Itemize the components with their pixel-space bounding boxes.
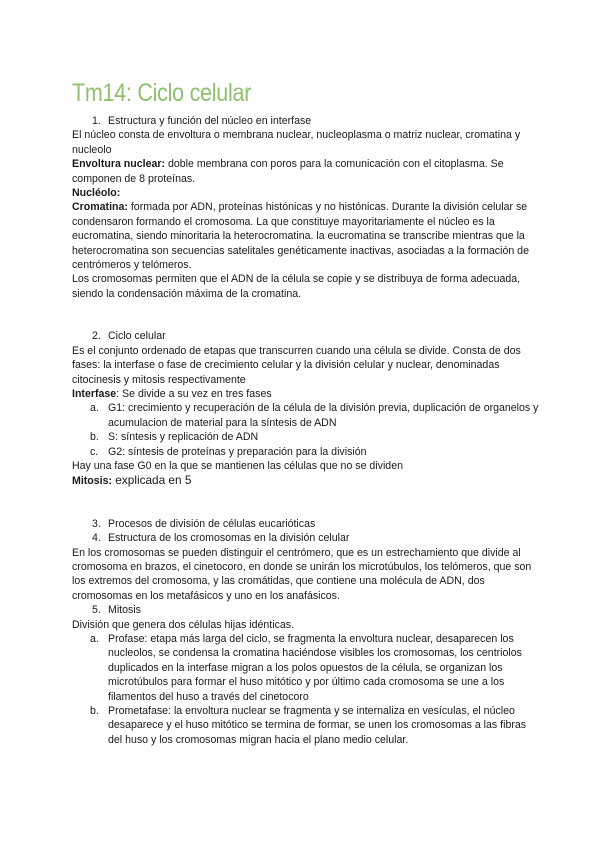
- document-body: [72, 114, 540, 747]
- mitosis-text: explicada en 5: [112, 473, 192, 488]
- envoltura-text: doble membrana con poros para la comunicación con el citoplasma. Se componen de 8 proteínas.: [72, 158, 504, 185]
- section-4-text: En los cromosomas se pueden distinguir el centrómero, que es un estrechamiento que divide al cromosoma en brazos, el cinetocoro, en donde se unirán los microtúbulos, los telómeros, que son los extremos del cromosoma, y las cromátidas, que contiene una molécula de ADN, dos cromosomas en los metafásicos y uno en los anafásicos.: [72, 546, 532, 602]
- section-5-title: Mitosis: [108, 604, 141, 617]
- section-1-number: 1.: [92, 115, 101, 127]
- nucleolo-label: Nucléolo:: [72, 187, 121, 200]
- section-4-title: Estructura de los cromosomas en la división celular: [108, 532, 350, 545]
- list-item-text: Profase: etapa más larga del ciclo, se fragmenta la envoltura nuclear, desaparecen los nucleolos, se condensa la cromatina haciéndose visibles los cromosomas, los centriolos duplicados en la interfase migran a los polos opuestos de la célula, se organizan los microtúbulos para formar el huso mitótico y por último cada cromosoma se une a los filamentos del huso a través del cinetocoro: [108, 633, 522, 703]
- list-marker: a.: [90, 402, 99, 415]
- mitosis-label: Mitosis: [72, 475, 109, 488]
- cromatina-text: formada por ADN, proteínas histónicas y no histónicas. Durante la división celular se condensaron formando el cromosoma. La que constituye mayoritariamente el núcleo es la eucromatina, siendo minoritaria la heterocromatina. la eucromatina se transcribe mientras que la heterocromatina son secuencias satelitales genéticamente inactivas, asociadas a la formación de centrómeros y telómeros.: [72, 201, 529, 272]
- section-2-number: 2.: [92, 330, 101, 343]
- interfase-paragraph: [72, 387, 540, 401]
- mitosis-colon: :: [108, 475, 113, 488]
- section-2-title: Ciclo celular: [108, 330, 166, 343]
- section-4-heading: [72, 531, 540, 545]
- list-item: [72, 632, 540, 704]
- list-item-text: G1: crecimiento y recuperación de la célula de la división previa, duplicación de organelos y acumulacion de material para la síntesis de ADN: [108, 402, 539, 429]
- g0-paragraph: Hay una fase G0 en la que se mantienen las células que no se dividen: [72, 459, 403, 472]
- spacer: [72, 301, 540, 329]
- section-3-heading: [72, 517, 540, 531]
- envoltura-label: Envoltura nuclear:: [72, 158, 166, 171]
- mitosis-phase-list: [72, 632, 540, 747]
- section-2-heading: [72, 329, 540, 343]
- page-title: Tm14: Ciclo celular: [72, 79, 252, 107]
- interfase-label: Interfase: [72, 387, 117, 400]
- envoltura-paragraph: [72, 157, 540, 186]
- section-1-intro: El núcleo consta de envoltura o membrana nuclear, nucleoplasma o matriz nuclear, cromatina y nucleolo: [72, 129, 521, 156]
- list-item: [72, 704, 540, 747]
- interfase-phase-list: [72, 401, 540, 459]
- list-item: [72, 445, 540, 459]
- list-item: [72, 401, 540, 430]
- list-marker: c.: [90, 445, 99, 458]
- list-item-text: Prometafase: la envoltura nuclear se fragmenta y se internaliza en vesículas, el núcleo desaparece y el huso mitótico se termina de formar, se unen los cromosomas a las fibras del huso y los cromosomas migran hacia el plano medio celular.: [108, 705, 527, 746]
- section-5-heading: [72, 603, 540, 617]
- section-4-number: 4.: [92, 532, 101, 545]
- nucleolo-paragraph: [72, 186, 540, 200]
- section-3-title: Procesos de división de células eucarióticas: [108, 517, 316, 530]
- list-marker: b.: [90, 431, 99, 444]
- section-3-number: 3.: [92, 517, 101, 530]
- section-1-heading: [72, 114, 540, 128]
- cromatina-label: Cromatina:: [72, 201, 128, 214]
- mitosis-paragraph: [72, 473, 540, 488]
- cromosomas-paragraph: Los cromosomas permiten que el ADN de la célula se copie y se distribuya de forma adecuada, siendo la condensación máxima de la cromatina.: [72, 273, 521, 300]
- interfase-text: : Se divide a su vez en tres fases: [116, 387, 272, 400]
- list-marker: a.: [90, 633, 99, 645]
- section-1-title: Estructura y función del núcleo en interfase: [108, 115, 312, 127]
- section-5-number: 5.: [92, 604, 101, 617]
- cromatina-paragraph: [72, 200, 540, 272]
- section-5-intro: División que genera dos células hijas idénticas.: [72, 618, 295, 631]
- section-2-intro: Es el conjunto ordenado de etapas que transcurren cuando una célula se divide. Consta de dos fases: la interfase o fase de crecimiento celular y la división celular y nuclear, denominadas citocinesis y mitosis respectivamente: [72, 344, 521, 386]
- spacer: [72, 489, 540, 517]
- list-marker: b.: [90, 705, 99, 718]
- list-item-text: G2: síntesis de proteínas y preparación para la división: [108, 445, 367, 458]
- list-item: [72, 430, 540, 444]
- list-item-text: S: síntesis y replicación de ADN: [108, 431, 259, 444]
